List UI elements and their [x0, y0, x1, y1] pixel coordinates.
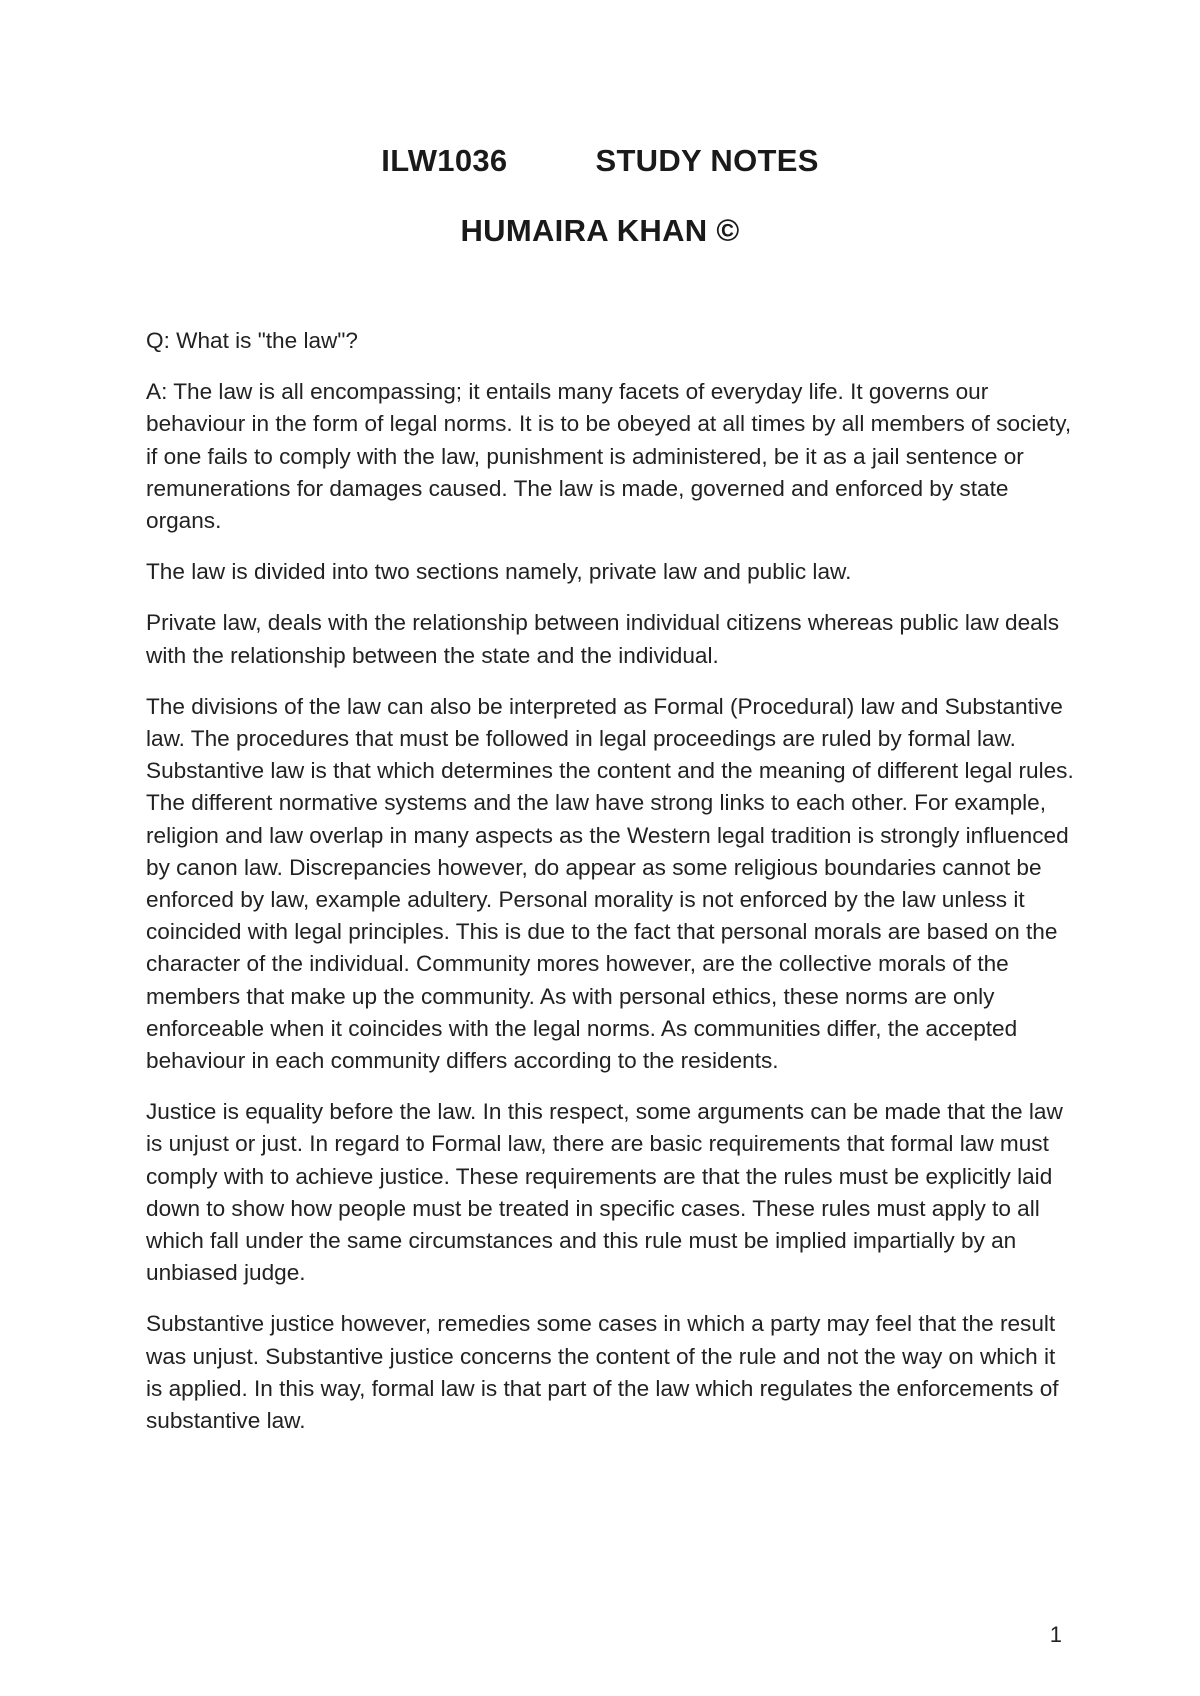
body-paragraph: Private law, deals with the relationship between individual citizens whereas public law deals with the relationship between the state and the individual. — [146, 610, 1060, 668]
document-title — [0, 143, 1200, 179]
body-paragraph: The divisions of the law can also be interpreted as Formal (Procedural) law and Substantive law. The procedures that must be followed in legal proceedings are ruled by formal law. Substantive law is that which determines the content and the meaning of different legal rules. The different normative systems and the law have strong links to each other. For example, religion and law overlap in many aspects as the Western legal tradition is strongly influenced by canon law. Discrepancies however, do appear as some religious boundaries cannot be enforced by law, example adultery. Personal morality is not enforced by the law unless it coincided with legal principles. This is due to the fact that personal morals are based on the character of the individual. Community mores however, are the collective morals of the members that make up the community. As with personal ethics, these norms are only enforceable when it coincides with the legal norms. As communities differ, the accepted behaviour in each community differs according to the residents. — [146, 693, 1074, 1074]
answer-paragraph: A: The law is all encompassing; it entails many facets of everyday life. It governs our behaviour in the form of legal norms. It is to be obeyed at all times by all members of society, if one fails to comply with the law, punishment is administered, be it as a jail sentence or remunerations for damages caused. The law is made, governed and enforced by state organs. — [146, 379, 1072, 534]
document-author: HUMAIRA KHAN © — [460, 213, 740, 248]
document-body — [146, 325, 1076, 1456]
question-paragraph: Q: What is "the law"? — [146, 328, 358, 353]
body-paragraph: The law is divided into two sections namely, private law and public law. — [146, 559, 852, 585]
course-code: ILW1036 — [381, 143, 508, 178]
body-paragraph: Substantive justice however, remedies some cases in which a party may feel that the result was unjust. Substantive justice concerns the content of the rule and not the way on which it is applied. In this way, formal law is that part of the law which regulates the enforcements of substantive law. — [146, 1311, 1059, 1434]
body-paragraph: Justice is equality before the law. In this respect, some arguments can be made that the law is unjust or just. In regard to Formal law, there are basic requirements that formal law must comply with to achieve justice. These requirements are that the rules must be explicitly laid down to show how people must be treated in specific cases. These rules must apply to all which fall under the same circumstances and this rule must be implied impartially by an unbiased judge. — [146, 1099, 1063, 1286]
page-number: 1 — [1049, 1622, 1062, 1647]
document-type: STUDY NOTES — [595, 143, 819, 178]
